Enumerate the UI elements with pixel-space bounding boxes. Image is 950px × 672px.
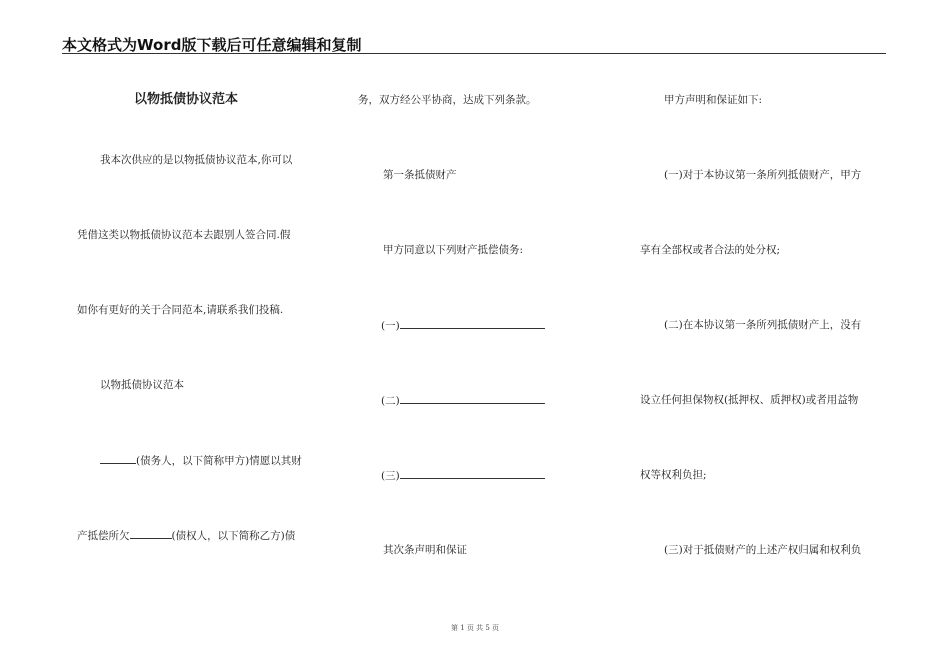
section-heading: 以物抵债协议范本	[100, 379, 184, 391]
list-item-number: (一)	[381, 320, 400, 332]
paragraph-line: 权等权利负担;	[640, 469, 707, 481]
paragraph-line: 凭借这类以物抵债协议范本去跟别人签合同.假	[77, 229, 291, 241]
header-divider	[62, 53, 886, 54]
list-item	[381, 393, 545, 408]
list-item	[381, 468, 545, 483]
paragraph-line: 我本次供应的是以物抵债协议范本,你可以	[100, 154, 293, 166]
paragraph-text: (债务人，以下简称甲方)情愿以其财	[136, 455, 302, 467]
paragraph-line	[100, 453, 302, 468]
paragraph-line: 如你有更好的关于合同范本,请联系我们投稿.	[77, 304, 284, 316]
list-item-number: (二)	[381, 395, 400, 407]
paragraph-line: (一)对于本协议第一条所列抵债财产，甲方	[664, 169, 862, 181]
document-header: 本文格式为Word版下载后可任意编辑和复制	[62, 36, 362, 54]
paragraph-line: 甲方声明和保证如下:	[664, 94, 763, 106]
paragraph-line: 甲方同意以下列财产抵偿债务:	[383, 244, 524, 256]
paragraph-line: (三)对于抵债财产的上述产权归属和权利负	[664, 544, 862, 556]
blank-underline	[400, 393, 545, 404]
list-item	[381, 318, 545, 333]
paragraph-line: (二)在本协议第一条所列抵债财产上，没有	[664, 319, 862, 331]
blank-underline	[130, 528, 172, 539]
blank-underline	[100, 453, 136, 464]
blank-underline	[400, 318, 545, 329]
document-title: 以物抵债协议范本	[134, 92, 239, 107]
paragraph-text: 产抵偿所欠	[77, 530, 130, 542]
paragraph-line: 享有全部权或者合法的处分权;	[640, 244, 781, 256]
paragraph-line: 务，双方经公平协商，达成下列条款。	[358, 94, 537, 106]
page-number: 第 1 页 共 5 页	[450, 624, 500, 632]
section-heading: 第一条抵债财产	[383, 169, 457, 181]
paragraph-line	[77, 528, 295, 543]
section-heading: 其次条声明和保证	[383, 544, 467, 556]
list-item-number: (三)	[381, 470, 400, 482]
paragraph-text: (债权人，以下简称乙方)债	[171, 530, 296, 542]
blank-underline	[400, 468, 545, 479]
paragraph-line: 设立任何担保物权(抵押权、质押权)或者用益物	[640, 394, 859, 406]
